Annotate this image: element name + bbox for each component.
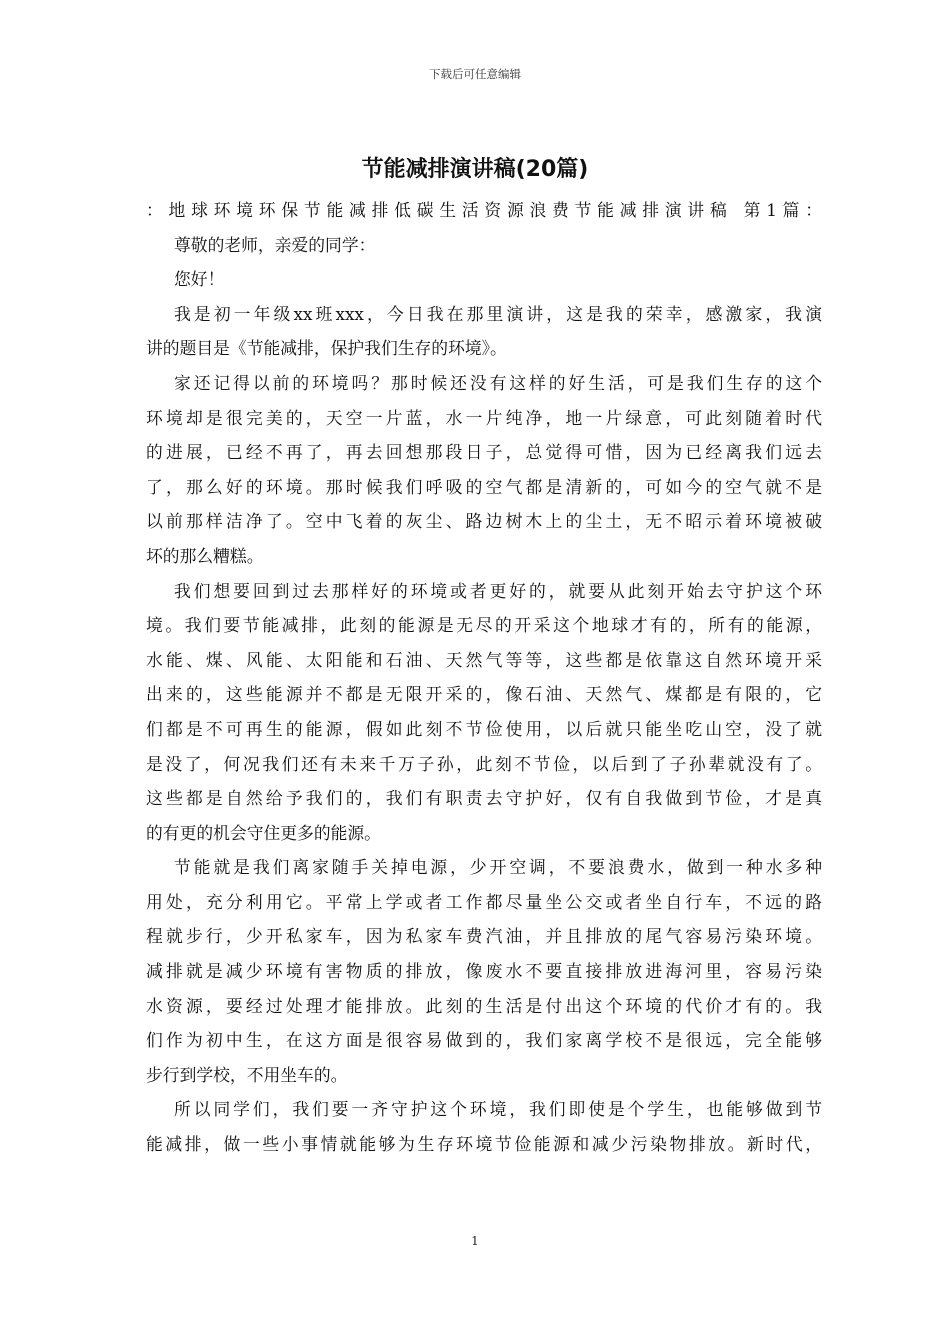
paragraph-line: 程就步行，少开私家车，因为私家车费汽油，并且排放的尾气容易污染环境。	[146, 926, 822, 947]
paragraph-line: 是没了，何况我们还有未来千万子孙，此刻不节俭，以后到了子孙辈就没有了。	[146, 753, 822, 774]
greeting-line: 您好！	[174, 269, 225, 290]
paragraph-line: 环境却是很完美的，天空一片蓝，水一片纯净，地一片绿意，可此刻随着时代	[146, 407, 822, 428]
paragraph-line: 我们想要回到过去那样好的环境或者更好的，就要从此刻开始去守护这个环	[174, 580, 822, 601]
paragraph-line: 们作为初中生，在这方面是很容易做到的，我们家离学校不是很远，完全能够	[146, 1030, 822, 1051]
paragraph-line: 出来的，这些能源并不都是无限开采的，像石油、天然气、煤都是有限的，它	[146, 684, 822, 705]
paragraph-line: 水能、煤、风能、太阳能和石油、天然气等等，这些都是依靠这自然环境开采	[146, 649, 822, 670]
paragraph-line: 以前那样洁净了。空中飞着的灰尘、路边树木上的尘土，无不昭示着环境被破	[146, 511, 822, 532]
page-number: 1	[471, 1234, 479, 1248]
document-body	[146, 193, 822, 1162]
paragraph-line: 的有更的机会守住更多的能源。	[146, 822, 381, 843]
paragraph-line: 了，那么好的环境。那时候我们呼吸的空气都是清新的，可如今的空气就不是	[146, 476, 822, 497]
paragraph-line: 用处，充分利用它。平常上学或者工作都尽量坐公交或者坐自行车，不远的路	[146, 891, 822, 912]
paragraph-line: 讲的题目是《节能减排，保护我们生存的环境》。	[146, 338, 507, 359]
paragraph-line: 们都是不可再生的能源，假如此刻不节俭使用，以后就只能坐吃山空，没了就	[146, 718, 822, 739]
intro-line: ：地球环境环保节能减排低碳生活资源浪费节能减排演讲稿 第1篇：	[146, 200, 822, 220]
paragraph-line: 步行到学校，不用坐车的。	[146, 1064, 348, 1085]
paragraph-line: 能减排，做一些小事情就能够为生存环境节俭能源和减少污染物排放。新时代，	[146, 1134, 822, 1155]
paragraph-line: 所以同学们，我们要一齐守护这个环境，我们即使是个学生，也能够做到节	[174, 1099, 822, 1120]
paragraph-line: 这些都是自然给予我们的，我们有职责去守护好，仅有自我做到节俭，才是真	[146, 788, 822, 809]
paragraph-line: 坏的那么糟糕。	[146, 545, 264, 566]
paragraph-line: 的进展，已经不再了，再去回想那段日子，总觉得可惜，因为已经离我们远去	[146, 442, 822, 463]
paragraph-line: 水资源，要经过处理才能排放。此刻的生活是付出这个环境的代价才有的。我	[146, 995, 822, 1016]
document-title: 节能减排演讲稿(20篇)	[361, 157, 589, 182]
salutation-line: 尊敬的老师，亲爱的同学：	[174, 234, 376, 255]
paragraph-line: 节能就是我们离家随手关掉电源，少开空调，不要浪费水，做到一种水多种	[174, 857, 822, 878]
page-header-note: 下载后可任意编辑	[429, 67, 521, 81]
paragraph-line: 境。我们要节能减排，此刻的能源是无尽的开采这个地球才有的，所有的能源，	[146, 615, 822, 636]
paragraph-line: 我是初一年级xx班xxx，今日我在那里演讲，这是我的荣幸，感激家，我演	[174, 303, 822, 324]
paragraph-line: 减排就是减少环境有害物质的排放，像废水不要直接排放进海河里，容易污染	[146, 961, 822, 982]
paragraph-line: 家还记得以前的环境吗？那时候还没有这样的好生活，可是我们生存的这个	[174, 372, 822, 393]
